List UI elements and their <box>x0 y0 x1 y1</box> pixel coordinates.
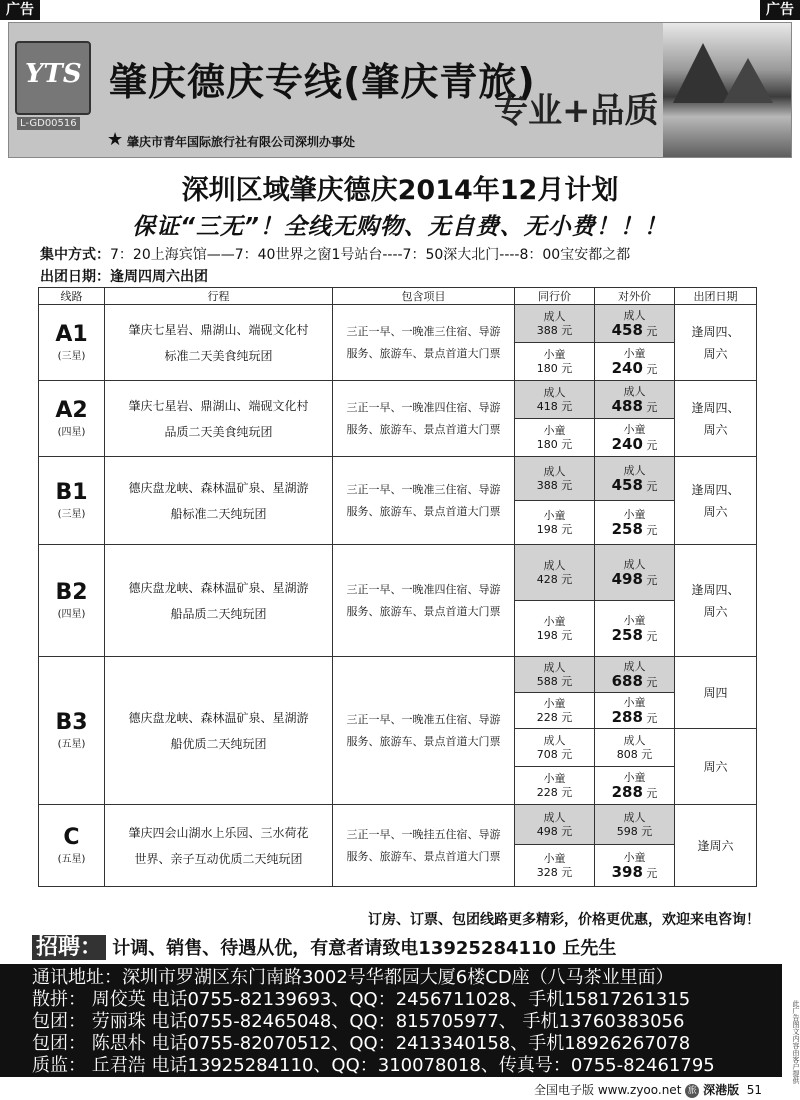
page-footer <box>534 1081 762 1098</box>
route-code-cell <box>39 657 105 805</box>
license-number: L-GD00516 <box>17 117 80 130</box>
child-public-price <box>595 767 675 805</box>
price-label: 小童 <box>543 614 566 628</box>
includes-line: 三正一早、一晚准五住宿、导游 <box>346 712 501 726</box>
gathering-text: 7：20上海宾馆——7：40世界之窗1号站台----7：50深大北门----8：00宝安都之都 <box>110 247 631 263</box>
itinerary-line: 世界、亲子互动优质二天纯玩团 <box>134 851 303 866</box>
price-value: 240 <box>611 434 643 453</box>
route-code-cell <box>39 457 105 545</box>
price-unit: 元 <box>646 523 658 537</box>
price-unit: 元 <box>646 438 658 452</box>
route-code: C <box>63 825 80 850</box>
dates-cell <box>675 657 757 729</box>
col-header: 出团日期 <box>675 288 757 305</box>
itinerary-line: 德庆盘龙峡、森林温矿泉、星湖游 <box>128 480 309 495</box>
itinerary-cell <box>105 381 333 457</box>
itinerary-cell <box>105 805 333 887</box>
price-unit: 元 <box>646 324 658 338</box>
footer-edition: 深港版 <box>703 1083 740 1097</box>
price-value: 288 <box>611 782 643 801</box>
price-unit: 元 <box>646 866 658 880</box>
banner <box>8 22 792 158</box>
adult-public-price <box>595 657 675 693</box>
child-trade-price <box>515 501 595 545</box>
price-value: 228 元 <box>536 710 573 724</box>
landscape-photo <box>663 23 791 157</box>
price-label: 成人 <box>623 557 646 571</box>
price-label: 小童 <box>623 613 646 627</box>
table-row <box>39 305 757 343</box>
hotel-stars: (四星) <box>57 609 86 620</box>
recruit-text: 计调、销售、待遇从优，有意者请致电13925284110 丘先生 <box>112 938 617 959</box>
hotel-stars: (五星) <box>57 739 86 750</box>
itinerary-line: 船标准二天纯玩团 <box>170 506 267 521</box>
route-code: B3 <box>55 710 88 735</box>
price-value: 288 <box>611 707 643 726</box>
includes-line: 服务、旅游车、景点首道大门票 <box>346 734 501 748</box>
price-unit: 元 <box>646 711 658 725</box>
price-label: 小童 <box>543 851 566 865</box>
itinerary-line: 船品质二天纯玩团 <box>170 606 267 621</box>
price-label: 成人 <box>623 384 646 398</box>
price-label: 小童 <box>623 695 646 709</box>
includes-line: 服务、旅游车、景点首道大门票 <box>346 346 501 360</box>
dates-text: 周四 <box>703 685 728 700</box>
price-label: 成人 <box>543 660 566 674</box>
table-row <box>39 545 757 601</box>
col-header: 行程 <box>105 288 333 305</box>
banner-title: 肇庆德庆专线(肇庆青旅) <box>109 60 536 104</box>
dates-text: 逢周四、 周六 <box>691 582 740 619</box>
price-value: 198 元 <box>536 522 573 536</box>
price-unit: 元 <box>646 573 658 587</box>
includes-cell <box>333 457 515 545</box>
contact-line: 散拼： 周佼英 电话0755-82139693、QQ：2456711028、手机15817261315 <box>32 989 691 1010</box>
child-public-price <box>595 419 675 457</box>
price-value: 458 <box>611 320 643 339</box>
child-trade-price <box>515 845 595 887</box>
col-header: 包含项目 <box>333 288 515 305</box>
price-label: 小童 <box>623 850 646 864</box>
adult-trade-price <box>515 457 595 501</box>
includes-line: 服务、旅游车、景点首道大门票 <box>346 422 501 436</box>
table-row <box>39 657 757 693</box>
price-unit: 元 <box>646 362 658 376</box>
price-label: 小童 <box>543 423 566 437</box>
price-value: 598 元 <box>616 824 653 838</box>
ad-label-right: 广告 <box>760 0 800 20</box>
price-label: 成人 <box>543 810 566 824</box>
price-value: 398 <box>611 862 643 881</box>
hotel-stars: (三星) <box>57 509 86 520</box>
dates-text: 周六 <box>703 759 728 774</box>
price-value: 418 元 <box>536 399 573 413</box>
table-row <box>39 457 757 501</box>
col-header: 线路 <box>39 288 105 305</box>
dates-cell <box>675 545 757 657</box>
route-code: A2 <box>55 398 88 423</box>
price-value: 588 元 <box>536 674 573 688</box>
includes-cell <box>333 381 515 457</box>
dates-text: 逢周四、 周六 <box>691 400 740 437</box>
edition-logo-icon: 旅 <box>685 1084 699 1098</box>
adult-trade-price <box>515 657 595 693</box>
col-header: 同行价 <box>515 288 595 305</box>
itinerary-cell <box>105 545 333 657</box>
price-label: 成人 <box>543 558 566 572</box>
child-trade-price <box>515 767 595 805</box>
hotel-stars: (三星) <box>57 351 86 362</box>
child-trade-price <box>515 343 595 381</box>
table-row <box>39 805 757 845</box>
includes-line: 服务、旅游车、景点首道大门票 <box>346 849 501 863</box>
child-trade-price <box>515 693 595 729</box>
dates-cell <box>675 457 757 545</box>
hotel-stars: (五星) <box>57 854 86 865</box>
price-value: 258 <box>611 625 643 644</box>
price-label: 小童 <box>623 422 646 436</box>
child-public-price <box>595 501 675 545</box>
route-code-cell <box>39 381 105 457</box>
banner-subtitle: 肇庆市青年国际旅行社有限公司深圳办事处 <box>127 135 356 149</box>
price-label: 小童 <box>543 696 566 710</box>
includes-line: 服务、旅游车、景点首道大门票 <box>346 504 501 518</box>
dates-cell <box>675 305 757 381</box>
ad-label-left: 广告 <box>0 0 40 20</box>
itinerary-line: 德庆盘龙峡、森林温矿泉、星湖游 <box>128 580 309 595</box>
price-value: 488 <box>611 396 643 415</box>
dates-text: 逢周四、 周六 <box>691 324 740 361</box>
gathering-info <box>40 244 760 264</box>
includes-line: 三正一早、一晚挂五住宿、导游 <box>346 827 501 841</box>
adult-public-price <box>595 545 675 601</box>
price-value: 328 元 <box>536 865 573 879</box>
itinerary-line: 品质二天美食纯玩团 <box>164 424 273 439</box>
adult-trade-price <box>515 729 595 767</box>
price-label: 小童 <box>543 347 566 361</box>
includes-line: 三正一早、一晚准四住宿、导游 <box>346 400 501 414</box>
recruit-line <box>32 930 616 961</box>
price-label: 成人 <box>543 733 566 747</box>
adult-trade-price <box>515 805 595 845</box>
itinerary-cell <box>105 305 333 381</box>
itinerary-cell <box>105 457 333 545</box>
price-label: 小童 <box>623 507 646 521</box>
itinerary-line: 肇庆四会山湖水上乐园、三水荷花 <box>128 825 309 840</box>
price-label: 成人 <box>623 463 646 477</box>
table-row <box>39 381 757 419</box>
itinerary-line: 船优质二天纯玩团 <box>170 736 267 751</box>
price-value: 428 元 <box>536 572 573 586</box>
route-code: B1 <box>55 480 88 505</box>
price-label: 小童 <box>543 508 566 522</box>
price-value: 198 元 <box>536 628 573 642</box>
price-unit: 元 <box>646 675 658 689</box>
adult-public-price <box>595 805 675 845</box>
child-trade-price <box>515 601 595 657</box>
page-title: 深圳区域肇庆德庆2014年12月计划 <box>181 175 619 206</box>
gathering-label: 集中方式： <box>40 247 110 263</box>
adult-trade-price <box>515 305 595 343</box>
price-unit: 元 <box>646 400 658 414</box>
route-code: B2 <box>55 580 88 605</box>
includes-line: 服务、旅游车、景点首道大门票 <box>346 604 501 618</box>
itinerary-line: 肇庆七星岩、鼎湖山、端砚文化村 <box>128 322 309 337</box>
includes-line: 三正一早、一晚准四住宿、导游 <box>346 582 501 596</box>
price-value: 498 <box>611 569 643 588</box>
route-table <box>38 287 757 887</box>
hotel-stars: (四星) <box>57 427 86 438</box>
dates-cell <box>675 805 757 887</box>
includes-cell <box>333 545 515 657</box>
recruit-tag: 招聘： <box>32 935 106 960</box>
price-value: 688 <box>611 671 643 690</box>
price-unit: 元 <box>646 479 658 493</box>
promise-slogan: 保证“三无”！全线无购物、无自费、无小费！！！ <box>132 214 668 240</box>
price-unit: 元 <box>646 786 658 800</box>
yts-logo <box>15 41 91 115</box>
adult-public-price <box>595 729 675 767</box>
banner-slogan: 专业+品质 <box>494 91 659 131</box>
price-value: 228 元 <box>536 785 573 799</box>
dates-text: 逢周六 <box>697 838 734 853</box>
adult-public-price <box>595 457 675 501</box>
price-label: 成人 <box>623 308 646 322</box>
adult-trade-price <box>515 381 595 419</box>
includes-cell <box>333 805 515 887</box>
contact-line: 包团： 劳丽珠 电话0755-82465048、QQ：815705977、 手机13760383056 <box>32 1011 685 1032</box>
itinerary-line: 标准二天美食纯玩团 <box>164 348 273 363</box>
route-code-cell <box>39 305 105 381</box>
price-value: 458 <box>611 475 643 494</box>
itinerary-cell <box>105 657 333 805</box>
price-value: 180 元 <box>536 437 573 451</box>
contact-block <box>0 964 782 1077</box>
contact-line: 质监： 丘君浩 电话13925284110、QQ：310078018、传真号：0755-82461795 <box>32 1055 715 1076</box>
price-value: 808 元 <box>616 747 653 761</box>
child-public-price <box>595 601 675 657</box>
child-public-price <box>595 343 675 381</box>
price-value: 388 元 <box>536 478 573 492</box>
table-header-row <box>39 288 757 305</box>
dates-text: 逢周四、 周六 <box>691 482 740 519</box>
adult-public-price <box>595 381 675 419</box>
price-label: 小童 <box>623 346 646 360</box>
route-code-cell <box>39 545 105 657</box>
price-label: 小童 <box>543 771 566 785</box>
page-number: 51 <box>746 1083 762 1097</box>
price-label: 成人 <box>543 385 566 399</box>
logo-text: YTS <box>25 59 82 89</box>
child-trade-price <box>515 419 595 457</box>
adult-trade-price <box>515 545 595 601</box>
price-label: 小童 <box>623 770 646 784</box>
adult-public-price <box>595 305 675 343</box>
includes-cell <box>333 305 515 381</box>
price-label: 成人 <box>623 659 646 673</box>
price-value: 388 元 <box>536 323 573 337</box>
consult-line: 订房、订票、包团线路更多精彩，价格更优惠，欢迎来电咨询！ <box>368 912 760 928</box>
side-note: 此广告图文内容由客户提供 <box>792 1000 800 1084</box>
departure-dates: 出团日期：逢周四周六出团 <box>40 269 208 285</box>
includes-cell <box>333 657 515 805</box>
contact-line: 通讯地址：深圳市罗湖区东门南路3002号华都园大厦6楼CD座（八马茶业里面） <box>32 967 674 988</box>
route-code: A1 <box>55 322 88 347</box>
star-icon: ★ <box>107 129 124 150</box>
child-public-price <box>595 845 675 887</box>
price-label: 成人 <box>543 309 566 323</box>
price-label: 成人 <box>623 810 646 824</box>
itinerary-line: 德庆盘龙峡、森林温矿泉、星湖游 <box>128 710 309 725</box>
itinerary-line: 肇庆七星岩、鼎湖山、端砚文化村 <box>128 398 309 413</box>
dates-cell <box>675 381 757 457</box>
price-label: 成人 <box>543 464 566 478</box>
price-value: 498 元 <box>536 824 573 838</box>
price-value: 258 <box>611 519 643 538</box>
price-value: 708 元 <box>536 747 573 761</box>
includes-line: 三正一早、一晚准三住宿、导游 <box>346 482 501 496</box>
footer-site: 全国电子版 www.zyoo.net <box>534 1083 682 1097</box>
price-value: 180 元 <box>536 361 573 375</box>
col-header: 对外价 <box>595 288 675 305</box>
includes-line: 三正一早、一晚准三住宿、导游 <box>346 324 501 338</box>
price-value: 240 <box>611 358 643 377</box>
child-public-price <box>595 693 675 729</box>
route-code-cell <box>39 805 105 887</box>
price-label: 成人 <box>623 733 646 747</box>
price-unit: 元 <box>646 629 658 643</box>
dates-cell <box>675 729 757 805</box>
contact-line: 包团： 陈思朴 电话0755-82070512、QQ：2413340158、手机18926267078 <box>32 1033 691 1054</box>
